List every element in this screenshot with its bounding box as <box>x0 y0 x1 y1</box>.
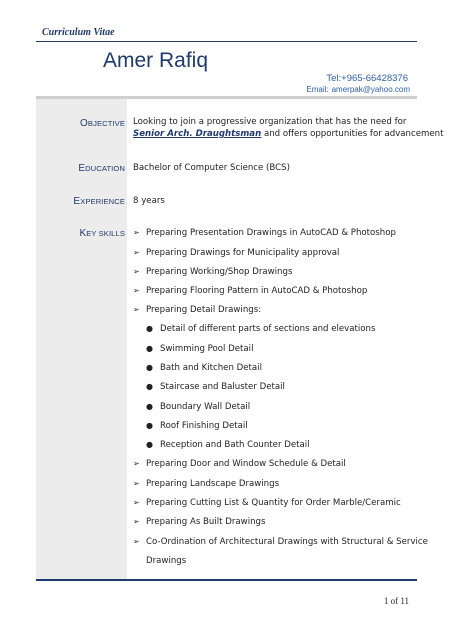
detail-item: ● Bath and Kitchen Detail <box>146 363 262 373</box>
candidate-name: Amer Rafiq <box>103 49 209 72</box>
skill-item: ➢ Preparing Working/Shop Drawings <box>133 267 293 277</box>
detail-item: ● Swimming Pool Detail <box>146 344 254 354</box>
skill-item: ➢ Preparing Landscape Drawings <box>133 479 280 489</box>
cv-header-label: Curriculum Vitae <box>42 27 115 38</box>
experience-label: EXPERIENCE <box>73 196 125 207</box>
objective-line-2 <box>133 129 444 139</box>
arrow-bullet-icon: ➢ <box>133 498 140 507</box>
arrow-bullet-icon: ➢ <box>133 517 140 526</box>
dot-bullet-icon: ● <box>146 344 153 353</box>
content-bottom-rule <box>36 579 417 581</box>
skill-item: ➢ Preparing Cutting List & Quantity for Order Marble/Ceramic <box>133 498 401 508</box>
arrow-bullet-icon: ➢ <box>133 459 140 468</box>
dot-bullet-icon: ● <box>146 402 153 411</box>
skill-item: ➢ Preparing Drawings for Municipality approval <box>133 248 340 258</box>
header-divider <box>36 41 417 42</box>
arrow-bullet-icon: ➢ <box>133 286 140 295</box>
objective-line-2-rest: and offers opportunities for advancement <box>261 129 444 139</box>
phone-number: Tel:+965-66428376 <box>326 73 408 84</box>
skill-item: ➢ Preparing Detail Drawings: <box>133 305 262 315</box>
experience-text: 8 years <box>133 196 165 206</box>
skill-item-continuation: Drawings <box>146 556 187 566</box>
education-text: Bachelor of Computer Science (BCS) <box>133 163 290 173</box>
dot-bullet-icon: ● <box>146 324 153 333</box>
skill-item: ➢ Preparing As Built Drawings <box>133 517 266 527</box>
education-label: EDUCATION <box>78 163 125 174</box>
dot-bullet-icon: ● <box>146 382 153 391</box>
email-address[interactable]: amerpak@yahoo.com <box>331 85 410 94</box>
detail-item: ● Staircase and Baluster Detail <box>146 382 285 392</box>
email-label: Email: <box>306 85 329 94</box>
arrow-bullet-icon: ➢ <box>133 228 140 237</box>
dot-bullet-icon: ● <box>146 440 153 449</box>
arrow-bullet-icon: ➢ <box>133 267 140 276</box>
skill-item: ➢ Preparing Door and Window Schedule & Detail <box>133 459 346 469</box>
dot-bullet-icon: ● <box>146 363 153 372</box>
arrow-bullet-icon: ➢ <box>133 479 140 488</box>
arrow-bullet-icon: ➢ <box>133 305 140 314</box>
objective-line-1: Looking to join a progressive organization that has the need for <box>133 117 407 127</box>
key-skills-label: KEY SKILLS <box>79 228 125 239</box>
job-title: Senior Arch. Draughtsman <box>133 129 262 139</box>
detail-item: ● Roof Finishing Detail <box>146 421 248 431</box>
skill-item: ➢ Preparing Presentation Drawings in AutoCAD & Photoshop <box>133 228 396 238</box>
email-line <box>306 85 410 94</box>
page-number: 1 of 11 <box>383 596 409 606</box>
dot-bullet-icon: ● <box>146 421 153 430</box>
skill-item: ➢ Co-Ordination of Architectural Drawings with Structural & Service <box>133 537 428 547</box>
objective-label: OBJECTIVE <box>80 118 125 129</box>
skill-item: ➢ Preparing Flooring Pattern in AutoCAD & Photoshop <box>133 286 368 296</box>
arrow-bullet-icon: ➢ <box>133 248 140 257</box>
arrow-bullet-icon: ➢ <box>133 537 140 546</box>
detail-item: ● Reception and Bath Counter Detail <box>146 440 310 450</box>
detail-item: ● Boundary Wall Detail <box>146 402 251 412</box>
detail-item: ● Detail of different parts of sections and elevations <box>146 324 376 334</box>
